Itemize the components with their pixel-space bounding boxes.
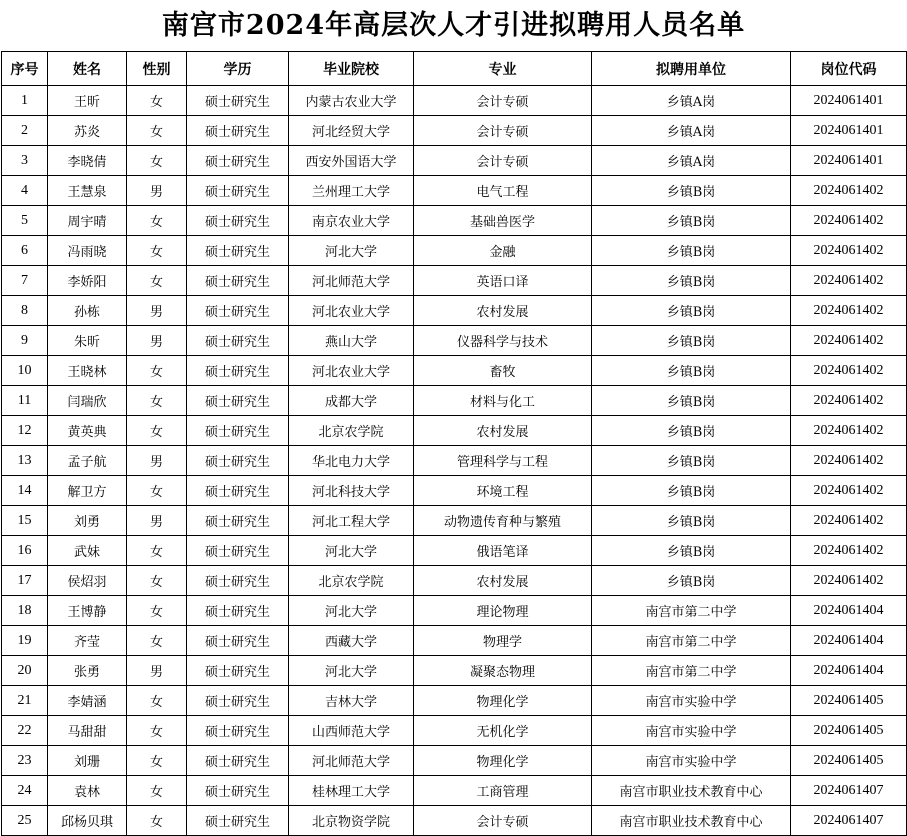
cell-name: 王博静 (48, 596, 127, 626)
cell-gender: 女 (127, 266, 187, 296)
cell-school: 河北师范大学 (289, 746, 414, 776)
cell-name: 王昕 (48, 86, 127, 116)
cell-major: 会计专硕 (414, 86, 592, 116)
cell-name: 邱杨贝琪 (48, 806, 127, 836)
cell-school: 山西师范大学 (289, 716, 414, 746)
cell-post-code: 2024061402 (791, 536, 907, 566)
cell-employer: 南宫市实验中学 (592, 686, 791, 716)
cell-school: 南京农业大学 (289, 206, 414, 236)
cell-major: 理论物理 (414, 596, 592, 626)
cell-name: 周宇晴 (48, 206, 127, 236)
cell-degree: 硕士研究生 (187, 506, 289, 536)
cell-major: 金融 (414, 236, 592, 266)
cell-post-code: 2024061407 (791, 776, 907, 806)
cell-post-code: 2024061407 (791, 806, 907, 836)
cell-employer: 乡镇B岗 (592, 446, 791, 476)
cell-name: 王晓林 (48, 356, 127, 386)
cell-index: 18 (2, 596, 48, 626)
cell-post-code: 2024061401 (791, 116, 907, 146)
cell-post-code: 2024061402 (791, 386, 907, 416)
cell-school: 桂林理工大学 (289, 776, 414, 806)
cell-major: 俄语笔译 (414, 536, 592, 566)
cell-school: 燕山大学 (289, 326, 414, 356)
table-row (2, 656, 907, 686)
col-header-gender: 性别 (127, 52, 187, 86)
cell-post-code: 2024061402 (791, 506, 907, 536)
cell-school: 北京农学院 (289, 566, 414, 596)
cell-degree: 硕士研究生 (187, 206, 289, 236)
cell-index: 21 (2, 686, 48, 716)
cell-post-code: 2024061402 (791, 566, 907, 596)
cell-gender: 男 (127, 446, 187, 476)
cell-gender: 女 (127, 116, 187, 146)
table-row (2, 506, 907, 536)
cell-gender: 女 (127, 206, 187, 236)
cell-employer: 南宫市职业技术教育中心 (592, 806, 791, 836)
cell-major: 农村发展 (414, 566, 592, 596)
cell-major: 英语口译 (414, 266, 592, 296)
cell-post-code: 2024061402 (791, 206, 907, 236)
cell-employer: 乡镇B岗 (592, 536, 791, 566)
cell-gender: 男 (127, 506, 187, 536)
cell-major: 材料与化工 (414, 386, 592, 416)
cell-index: 20 (2, 656, 48, 686)
cell-name: 孟子航 (48, 446, 127, 476)
personnel-table (1, 51, 907, 836)
cell-index: 11 (2, 386, 48, 416)
cell-school: 北京农学院 (289, 416, 414, 446)
cell-employer: 乡镇B岗 (592, 266, 791, 296)
cell-gender: 女 (127, 776, 187, 806)
cell-name: 武妹 (48, 536, 127, 566)
table-row (2, 386, 907, 416)
cell-degree: 硕士研究生 (187, 536, 289, 566)
cell-employer: 乡镇A岗 (592, 116, 791, 146)
col-header-employer: 拟聘用单位 (592, 52, 791, 86)
cell-post-code: 2024061402 (791, 296, 907, 326)
cell-major: 畜牧 (414, 356, 592, 386)
table-row (2, 326, 907, 356)
cell-index: 12 (2, 416, 48, 446)
cell-degree: 硕士研究生 (187, 716, 289, 746)
cell-name: 冯雨晓 (48, 236, 127, 266)
cell-gender: 女 (127, 716, 187, 746)
cell-name: 侯炤羽 (48, 566, 127, 596)
cell-post-code: 2024061404 (791, 626, 907, 656)
cell-post-code: 2024061401 (791, 86, 907, 116)
cell-school: 河北农业大学 (289, 296, 414, 326)
cell-degree: 硕士研究生 (187, 656, 289, 686)
cell-school: 河北科技大学 (289, 476, 414, 506)
cell-major: 农村发展 (414, 296, 592, 326)
cell-name: 袁林 (48, 776, 127, 806)
cell-school: 西安外国语大学 (289, 146, 414, 176)
cell-name: 张勇 (48, 656, 127, 686)
cell-index: 24 (2, 776, 48, 806)
cell-index: 6 (2, 236, 48, 266)
cell-school: 西藏大学 (289, 626, 414, 656)
cell-degree: 硕士研究生 (187, 356, 289, 386)
cell-major: 电气工程 (414, 176, 592, 206)
cell-employer: 乡镇B岗 (592, 356, 791, 386)
cell-gender: 女 (127, 596, 187, 626)
cell-school: 河北大学 (289, 596, 414, 626)
cell-post-code: 2024061402 (791, 446, 907, 476)
table-row (2, 176, 907, 206)
cell-employer: 乡镇B岗 (592, 296, 791, 326)
cell-major: 物理化学 (414, 746, 592, 776)
cell-name: 苏炎 (48, 116, 127, 146)
cell-employer: 乡镇B岗 (592, 206, 791, 236)
col-header-major: 专业 (414, 52, 592, 86)
cell-name: 孙栋 (48, 296, 127, 326)
cell-name: 齐莹 (48, 626, 127, 656)
cell-gender: 男 (127, 656, 187, 686)
cell-degree: 硕士研究生 (187, 296, 289, 326)
cell-school: 河北工程大学 (289, 506, 414, 536)
cell-school: 内蒙古农业大学 (289, 86, 414, 116)
cell-post-code: 2024061405 (791, 716, 907, 746)
cell-major: 工商管理 (414, 776, 592, 806)
cell-gender: 女 (127, 386, 187, 416)
cell-degree: 硕士研究生 (187, 776, 289, 806)
cell-index: 14 (2, 476, 48, 506)
cell-degree: 硕士研究生 (187, 386, 289, 416)
cell-degree: 硕士研究生 (187, 746, 289, 776)
cell-major: 环境工程 (414, 476, 592, 506)
cell-index: 3 (2, 146, 48, 176)
cell-school: 河北大学 (289, 236, 414, 266)
cell-employer: 乡镇B岗 (592, 176, 791, 206)
cell-degree: 硕士研究生 (187, 476, 289, 506)
cell-employer: 乡镇B岗 (592, 506, 791, 536)
cell-major: 基础兽医学 (414, 206, 592, 236)
document-title: 南宫市2024年高层次人才引进拟聘用人员名单 (161, 10, 746, 41)
cell-major: 物理学 (414, 626, 592, 656)
cell-employer: 南宫市实验中学 (592, 746, 791, 776)
cell-gender: 女 (127, 536, 187, 566)
cell-post-code: 2024061402 (791, 356, 907, 386)
cell-name: 马甜甜 (48, 716, 127, 746)
cell-index: 1 (2, 86, 48, 116)
cell-school: 河北大学 (289, 656, 414, 686)
cell-index: 4 (2, 176, 48, 206)
cell-gender: 女 (127, 356, 187, 386)
cell-employer: 乡镇B岗 (592, 566, 791, 596)
table-row (2, 266, 907, 296)
table-row (2, 476, 907, 506)
table-row (2, 776, 907, 806)
table-row (2, 86, 907, 116)
cell-school: 吉林大学 (289, 686, 414, 716)
cell-school: 河北经贸大学 (289, 116, 414, 146)
col-header-degree: 学历 (187, 52, 289, 86)
cell-post-code: 2024061402 (791, 326, 907, 356)
table-row (2, 716, 907, 746)
cell-name: 解卫方 (48, 476, 127, 506)
table-row (2, 806, 907, 836)
cell-index: 9 (2, 326, 48, 356)
cell-major: 动物遗传育种与繁殖 (414, 506, 592, 536)
cell-name: 李娇阳 (48, 266, 127, 296)
cell-employer: 南宫市第二中学 (592, 626, 791, 656)
cell-school: 河北大学 (289, 536, 414, 566)
cell-post-code: 2024061402 (791, 176, 907, 206)
table-row (2, 746, 907, 776)
cell-degree: 硕士研究生 (187, 806, 289, 836)
cell-employer: 乡镇B岗 (592, 416, 791, 446)
cell-gender: 女 (127, 806, 187, 836)
cell-index: 2 (2, 116, 48, 146)
col-header-name: 姓名 (48, 52, 127, 86)
table-row (2, 596, 907, 626)
cell-post-code: 2024061404 (791, 596, 907, 626)
cell-name: 李晓倩 (48, 146, 127, 176)
cell-gender: 男 (127, 176, 187, 206)
col-header-school: 毕业院校 (289, 52, 414, 86)
table-row (2, 206, 907, 236)
cell-name: 李婧涵 (48, 686, 127, 716)
cell-degree: 硕士研究生 (187, 236, 289, 266)
col-header-post-code: 岗位代码 (791, 52, 907, 86)
cell-degree: 硕士研究生 (187, 446, 289, 476)
cell-employer: 乡镇B岗 (592, 476, 791, 506)
cell-gender: 女 (127, 566, 187, 596)
table-body (2, 86, 907, 836)
cell-post-code: 2024061405 (791, 686, 907, 716)
cell-post-code: 2024061401 (791, 146, 907, 176)
cell-degree: 硕士研究生 (187, 326, 289, 356)
cell-index: 19 (2, 626, 48, 656)
cell-post-code: 2024061405 (791, 746, 907, 776)
cell-employer: 乡镇B岗 (592, 386, 791, 416)
cell-gender: 男 (127, 326, 187, 356)
cell-index: 15 (2, 506, 48, 536)
table-row (2, 116, 907, 146)
cell-index: 8 (2, 296, 48, 326)
cell-employer: 南宫市第二中学 (592, 596, 791, 626)
cell-index: 7 (2, 266, 48, 296)
cell-school: 河北师范大学 (289, 266, 414, 296)
cell-name: 王慧泉 (48, 176, 127, 206)
cell-school: 兰州理工大学 (289, 176, 414, 206)
cell-index: 22 (2, 716, 48, 746)
cell-employer: 南宫市职业技术教育中心 (592, 776, 791, 806)
cell-major: 管理科学与工程 (414, 446, 592, 476)
cell-major: 仪器科学与技术 (414, 326, 592, 356)
cell-employer: 南宫市实验中学 (592, 716, 791, 746)
cell-school: 华北电力大学 (289, 446, 414, 476)
cell-major: 会计专硕 (414, 116, 592, 146)
table-row (2, 686, 907, 716)
cell-degree: 硕士研究生 (187, 146, 289, 176)
cell-major: 会计专硕 (414, 806, 592, 836)
cell-index: 13 (2, 446, 48, 476)
table-row (2, 356, 907, 386)
cell-gender: 女 (127, 476, 187, 506)
cell-employer: 乡镇B岗 (592, 326, 791, 356)
cell-name: 朱昕 (48, 326, 127, 356)
cell-major: 无机化学 (414, 716, 592, 746)
cell-index: 5 (2, 206, 48, 236)
cell-index: 10 (2, 356, 48, 386)
cell-gender: 女 (127, 746, 187, 776)
cell-post-code: 2024061402 (791, 266, 907, 296)
cell-major: 农村发展 (414, 416, 592, 446)
cell-employer: 乡镇A岗 (592, 86, 791, 116)
cell-post-code: 2024061402 (791, 476, 907, 506)
cell-post-code: 2024061402 (791, 416, 907, 446)
cell-degree: 硕士研究生 (187, 416, 289, 446)
cell-gender: 女 (127, 626, 187, 656)
cell-name: 刘珊 (48, 746, 127, 776)
cell-gender: 女 (127, 236, 187, 266)
table-row (2, 626, 907, 656)
cell-gender: 男 (127, 296, 187, 326)
cell-post-code: 2024061404 (791, 656, 907, 686)
cell-school: 北京物资学院 (289, 806, 414, 836)
cell-index: 16 (2, 536, 48, 566)
cell-employer: 南宫市第二中学 (592, 656, 791, 686)
cell-gender: 女 (127, 146, 187, 176)
cell-degree: 硕士研究生 (187, 116, 289, 146)
cell-index: 17 (2, 566, 48, 596)
cell-major: 物理化学 (414, 686, 592, 716)
table-row (2, 296, 907, 326)
cell-name: 黄英典 (48, 416, 127, 446)
cell-degree: 硕士研究生 (187, 566, 289, 596)
cell-employer: 乡镇B岗 (592, 236, 791, 266)
table-row (2, 146, 907, 176)
table-row (2, 446, 907, 476)
cell-major: 会计专硕 (414, 146, 592, 176)
cell-gender: 女 (127, 686, 187, 716)
cell-gender: 女 (127, 416, 187, 446)
cell-degree: 硕士研究生 (187, 626, 289, 656)
cell-post-code: 2024061402 (791, 236, 907, 266)
cell-gender: 女 (127, 86, 187, 116)
cell-name: 闫瑞欣 (48, 386, 127, 416)
cell-index: 25 (2, 806, 48, 836)
cell-degree: 硕士研究生 (187, 686, 289, 716)
table-row (2, 416, 907, 446)
table-row (2, 536, 907, 566)
cell-employer: 乡镇A岗 (592, 146, 791, 176)
table-row (2, 566, 907, 596)
cell-degree: 硕士研究生 (187, 86, 289, 116)
cell-degree: 硕士研究生 (187, 266, 289, 296)
cell-school: 成都大学 (289, 386, 414, 416)
cell-school: 河北农业大学 (289, 356, 414, 386)
col-header-index: 序号 (2, 52, 48, 86)
cell-index: 23 (2, 746, 48, 776)
cell-major: 凝聚态物理 (414, 656, 592, 686)
cell-name: 刘勇 (48, 506, 127, 536)
cell-degree: 硕士研究生 (187, 596, 289, 626)
table-row (2, 236, 907, 266)
cell-degree: 硕士研究生 (187, 176, 289, 206)
header-row (2, 52, 907, 86)
